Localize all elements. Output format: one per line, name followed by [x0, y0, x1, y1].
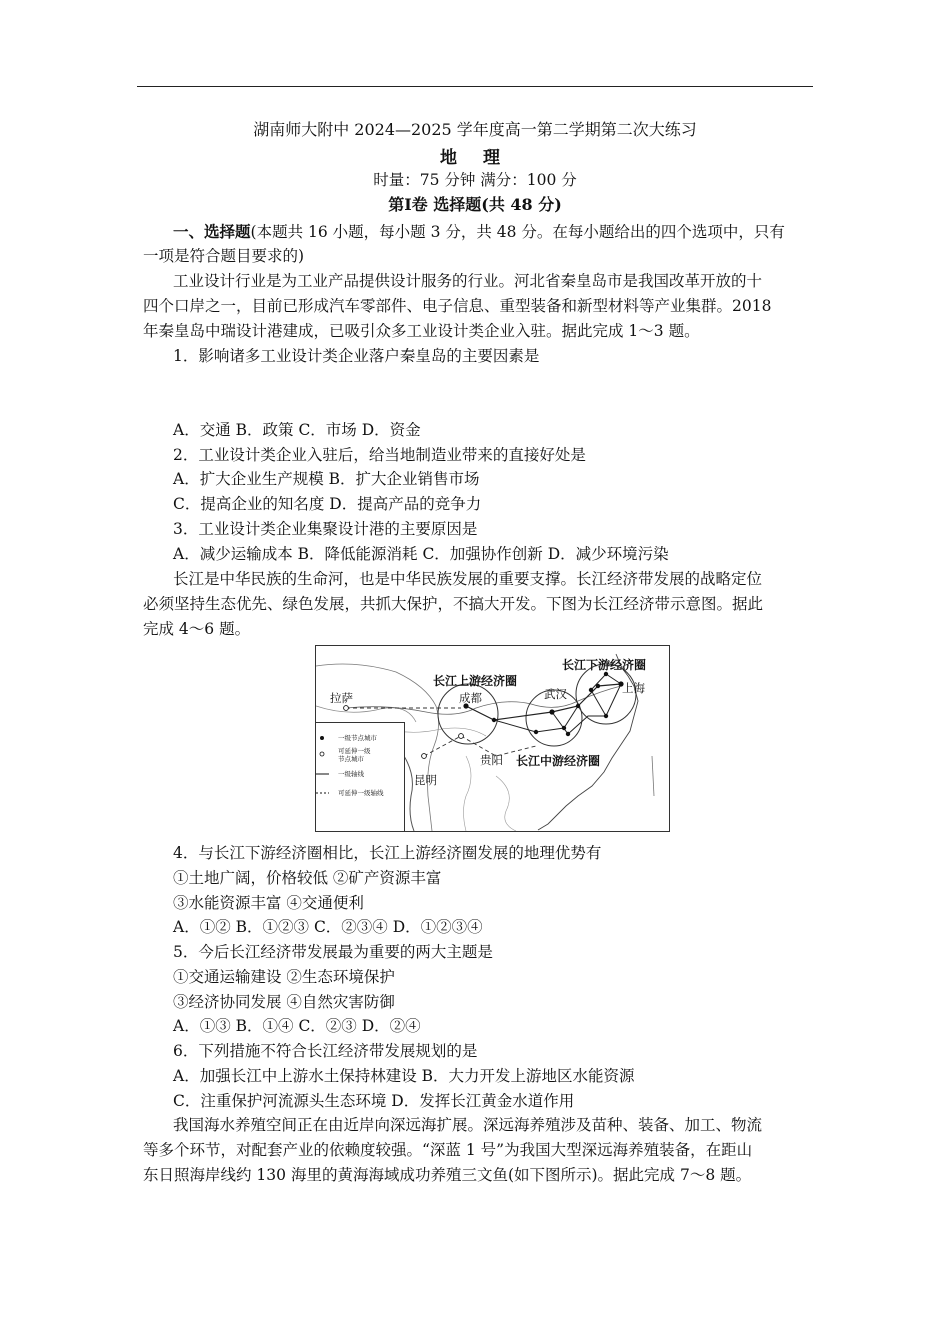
passage2-line-2: 必须坚持生态优先、绿色发展，共抓大保护，不搞大开发。下图为长江经济带示意图。据此 [143, 595, 764, 613]
q2-stem: 2．工业设计类企业入驻后，给当地制造业带来的直接好处是 [173, 446, 586, 464]
legend-extend-node-2: 节点城市 [338, 755, 364, 763]
instructions-heading: 一、选择题 [173, 222, 251, 241]
q6-stem: 6．下列措施不符合长江经济带发展规划的是 [173, 1042, 478, 1060]
q1-stem: 1．影响诸多工业设计类企业落户秦皇岛的主要因素是 [173, 347, 540, 365]
passage3-line-1: 我国海水养殖空间正在由近岸向深远海扩展。深远海养殖涉及苗种、装备、加工、物流 [173, 1116, 763, 1134]
passage3-line-2: 等多个环节，对配套产业的依赖度较强。“深蓝 1 号”为我国大型深远海养殖装备，在距山 [143, 1141, 753, 1159]
q4-options: A．①② B．①②③ C．②③④ D．①②③④ [173, 918, 483, 936]
q4-stem: 4．与长江下游经济圈相比，长江上游经济圈发展的地理优势有 [173, 844, 602, 862]
q2-options-1: A．扩大企业生产规模 B．扩大企业销售市场 [173, 470, 480, 488]
lhasa-label: 拉萨 [330, 691, 353, 705]
map-legend [316, 722, 405, 832]
middle-circle-label: 长江中游经济圈 [516, 754, 601, 768]
instructions-line-1 [143, 220, 785, 242]
chengdu-label: 成都 [459, 691, 482, 705]
q5-items-2: ③经济协同发展 ④自然灾害防御 [173, 993, 395, 1011]
q4-items-1: ①土地广阔，价格较低 ②矿产资源丰富 [173, 869, 442, 887]
q5-stem: 5．今后长江经济带发展最为重要的两大主题是 [173, 943, 493, 961]
passage2-line-1: 长江是中华民族的生命河，也是中华民族发展的重要支撑。长江经济带发展的战略定位 [173, 570, 763, 588]
legend-axis: 一级轴线 [338, 770, 364, 778]
passage1-line-3: 年秦皇岛中瑞设计港建成，已吸引众多工业设计类企业入驻。据此完成 1～3 题。 [143, 322, 700, 340]
q5-options: A．①③ B．①④ C．②③ D．②④ [173, 1017, 421, 1035]
guiyang-label: 贵阳 [480, 753, 503, 767]
q4-items-2: ③水能资源丰富 ④交通便利 [173, 894, 364, 912]
legend-extend-node-1: 可延伸一级 [338, 747, 371, 755]
q3-stem: 3．工业设计类企业集聚设计港的主要原因是 [173, 520, 478, 538]
q5-items-1: ①交通运输建设 ②生态环境保护 [173, 968, 395, 986]
yangtze-economic-belt-map [315, 645, 670, 832]
q3-options: A．减少运输成本 B．降低能源消耗 C．加强协作创新 D．减少环境污染 [173, 545, 669, 563]
q6-options-1: A．加强长江中上游水土保持林建设 B．大力开发上游地区水能资源 [173, 1067, 635, 1085]
exam-title: 湖南师大附中 2024—2025 学年度高一第二学期第二次大练习 [253, 120, 697, 139]
passage1-line-2: 四个口岸之一，目前已形成汽车零部件、电子信息、重型装备和新型材料等产业集群。2018 [143, 297, 772, 315]
passage1-line-1: 工业设计行业是为工业产品提供设计服务的行业。河北省秦皇岛市是我国改革开放的十 [173, 272, 763, 290]
header-rule [137, 86, 813, 87]
passage3-line-3: 东日照海岸线约 130 海里的黄海海域成功养殖三文鱼(如下图所示)。据此完成 7～8 题。 [143, 1166, 752, 1184]
instructions-line-2: 一项是符合题目要求的) [143, 247, 305, 265]
q2-options-2: C．提高企业的知名度 D．提高产品的竞争力 [173, 495, 482, 513]
time-info: 时量：75 分钟 满分：100 分 [373, 171, 577, 189]
q6-options-2: C．注重保护河流源头生态环境 D．发挥长江黄金水道作用 [173, 1092, 575, 1110]
lower-circle-label: 长江下游经济圈 [562, 658, 647, 672]
q1-options: A．交通 B．政策 C．市场 D．资金 [173, 421, 421, 439]
section-title: 第Ⅰ卷 选择题(共 48 分) [388, 195, 562, 214]
legend-extend-axis: 可延伸一级轴线 [338, 789, 384, 797]
upper-circle-label: 长江上游经济圈 [433, 674, 518, 688]
passage2-line-3: 完成 4～6 题。 [143, 620, 251, 638]
legend-symbols [316, 727, 330, 827]
instructions-text: (本题共 16 小题，每小题 3 分，共 48 分。在每小题给出的四个选项中，只有 [250, 223, 785, 241]
kunming-label: 昆明 [414, 773, 437, 787]
wuhan-label: 武汉 [544, 687, 567, 701]
legend-node: 一级节点城市 [338, 734, 377, 742]
subject-title: 地 理 [440, 148, 510, 168]
shanghai-label: 上海 [622, 681, 645, 695]
